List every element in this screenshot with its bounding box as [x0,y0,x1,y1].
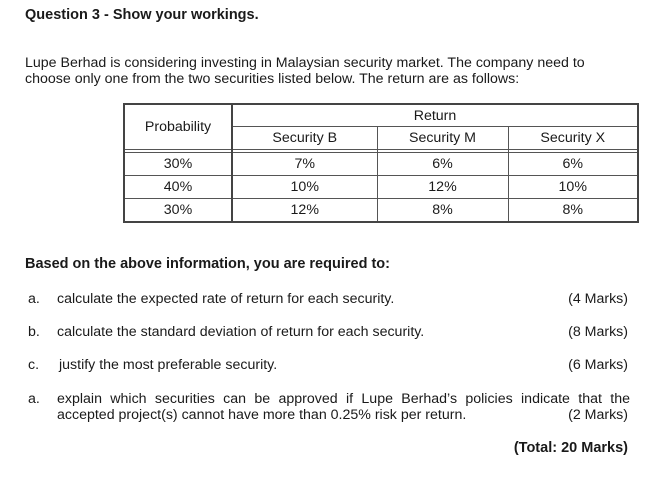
table-row [124,176,638,199]
question-letter: a. [28,291,40,307]
total-marks: (Total: 20 Marks) [513,440,628,456]
question-heading: Question 3 - Show your workings. [25,7,259,23]
column-header-security-x: Security X [508,127,638,150]
question-text: explain which securities can be approved if Lupe Berhad’s policies indicate that the accepted project(s) cannot have more than 0.25% risk per return. [57,391,630,423]
question-text: calculate the standard deviation of return for each security. [57,324,425,340]
value-cell: 6% [377,153,508,176]
question-letter: b. [28,324,40,340]
returns-table [123,103,639,223]
value-cell: 8% [508,199,638,223]
question-marks: (4 Marks) [568,291,628,307]
question-marks: (2 Marks) [568,407,628,423]
table-header-row [124,104,638,127]
table-row [124,199,638,223]
value-cell: 10% [508,176,638,199]
column-header-security-b: Security B [232,127,377,150]
question-marks: (6 Marks) [568,357,628,373]
probability-cell: 30% [124,199,232,223]
requirements-heading: Based on the above information, you are required to: [25,256,390,272]
return-header: Return [232,104,638,127]
value-cell: 12% [377,176,508,199]
question-letter: c. [28,357,40,373]
probability-cell: 40% [124,176,232,199]
probability-cell: 30% [124,153,232,176]
column-header-security-m: Security M [377,127,508,150]
value-cell: 12% [232,199,377,223]
question-marks: (8 Marks) [568,324,628,340]
value-cell: 6% [508,153,638,176]
question-letter: a. [28,391,40,407]
value-cell: 10% [232,176,377,199]
value-cell: 8% [377,199,508,223]
question-text: calculate the expected rate of return for each security. [57,291,395,307]
question-text: justify the most preferable security. [59,357,278,373]
value-cell: 7% [232,153,377,176]
intro-paragraph: Lupe Berhad is considering investing in Malaysian security market. The company need to choose only one from the two securities listed below. The return are as follows: [25,55,585,87]
probability-header: Probability [124,104,232,150]
table-row [124,153,638,176]
